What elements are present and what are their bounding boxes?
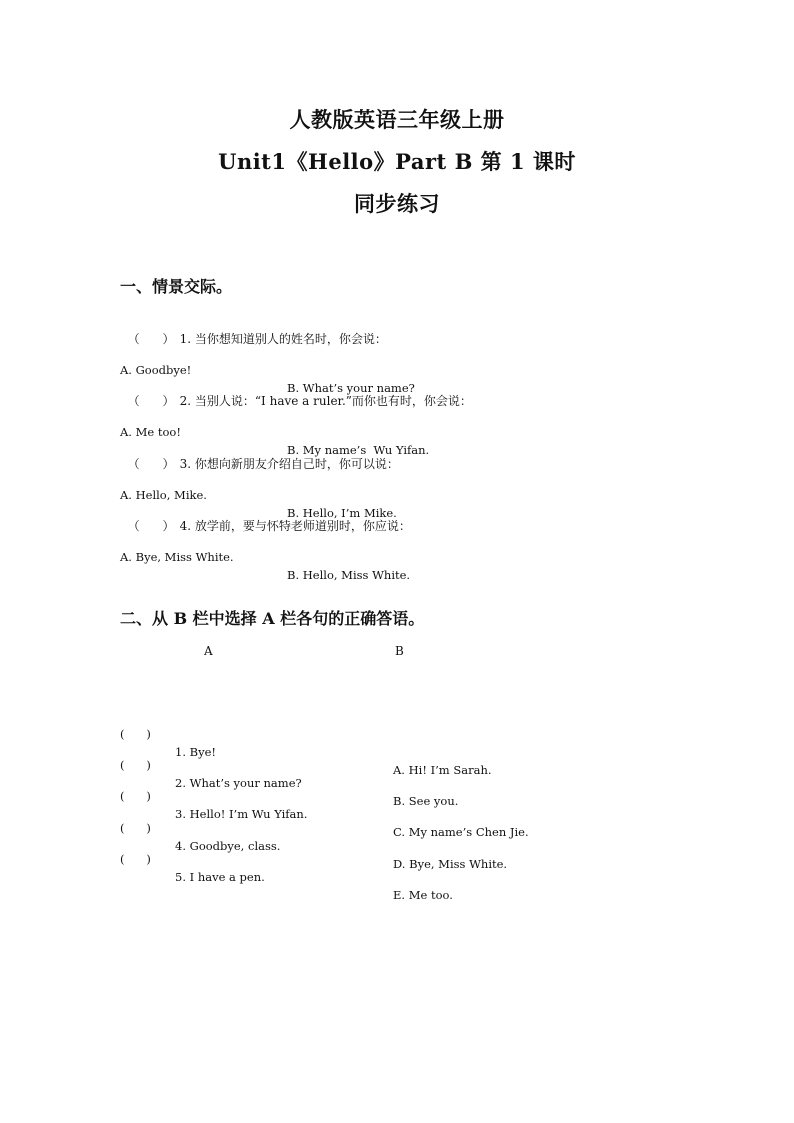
question-text: 4. 放学前，要与怀特老师道别时，你应说：	[179, 519, 411, 533]
option-a: A. Hello, Mike.	[120, 488, 207, 502]
column-b-item: C. My name’s Chen Jie.	[393, 825, 529, 839]
column-b-item: D. Bye, Miss White.	[393, 857, 508, 871]
option-a: A. Bye, Miss White.	[120, 550, 234, 564]
options-2	[120, 405, 430, 457]
option-a: A. Me too!	[120, 425, 181, 439]
options-3	[120, 468, 397, 520]
answer-blank[interactable]: ( )	[120, 727, 151, 741]
option-b: B. Hello, Miss White.	[287, 568, 411, 582]
option-b: B. Hello, I’m Mike.	[287, 506, 397, 520]
question-3	[120, 437, 399, 471]
column-b-header: B	[395, 644, 404, 658]
section1-heading: 一、情景交际。	[120, 277, 233, 296]
answer-blank[interactable]: （ ）	[127, 457, 175, 471]
option-a: A. Goodbye!	[120, 363, 192, 377]
options-1	[120, 343, 415, 395]
column-a-item: 4. Goodbye, class.	[175, 839, 281, 853]
column-a-item: 3. Hello! I’m Wu Yifan.	[175, 807, 308, 821]
page-title: 人教版英语三年级上册	[289, 107, 505, 132]
match-row	[120, 707, 620, 777]
answer-blank[interactable]: （ ）	[127, 394, 175, 408]
page-subtitle: Unit1《Hello》Part B 第 1 课时	[218, 149, 576, 174]
column-a-item: 2. What’s your name?	[175, 776, 302, 790]
answer-blank[interactable]: ( )	[120, 758, 151, 772]
option-b: B. What’s your name?	[287, 381, 415, 395]
column-a-item: 1. Bye!	[175, 745, 217, 759]
question-text: 2. 当别人说：“I have a ruler.”而你也有时，你会说：	[179, 394, 472, 408]
column-b-item: B. See you.	[393, 794, 459, 808]
question-1	[120, 312, 387, 346]
options-4	[120, 530, 411, 582]
answer-blank[interactable]: ( )	[120, 852, 151, 866]
answer-blank[interactable]: ( )	[120, 789, 151, 803]
section2-heading: 二、从 B 栏中选择 A 栏各句的正确答语。	[120, 609, 425, 628]
column-b-item: A. Hi! I’m Sarah.	[393, 763, 492, 777]
question-4	[120, 499, 411, 533]
page-subtitle-practice: 同步练习	[354, 191, 440, 216]
answer-blank[interactable]: （ ）	[127, 332, 175, 346]
question-2	[120, 374, 472, 408]
answer-blank[interactable]: （ ）	[127, 519, 175, 533]
question-text: 3. 你想向新朋友介绍自己时，你可以说：	[179, 457, 399, 471]
option-b: B. My name’s Wu Yifan.	[287, 443, 430, 457]
column-a-item: 5. I have a pen.	[175, 870, 265, 884]
column-a-header: A	[204, 644, 213, 658]
column-b-item: E. Me too.	[393, 888, 453, 902]
question-text: 1. 当你想知道别人的姓名时，你会说：	[179, 332, 387, 346]
answer-blank[interactable]: ( )	[120, 821, 151, 835]
